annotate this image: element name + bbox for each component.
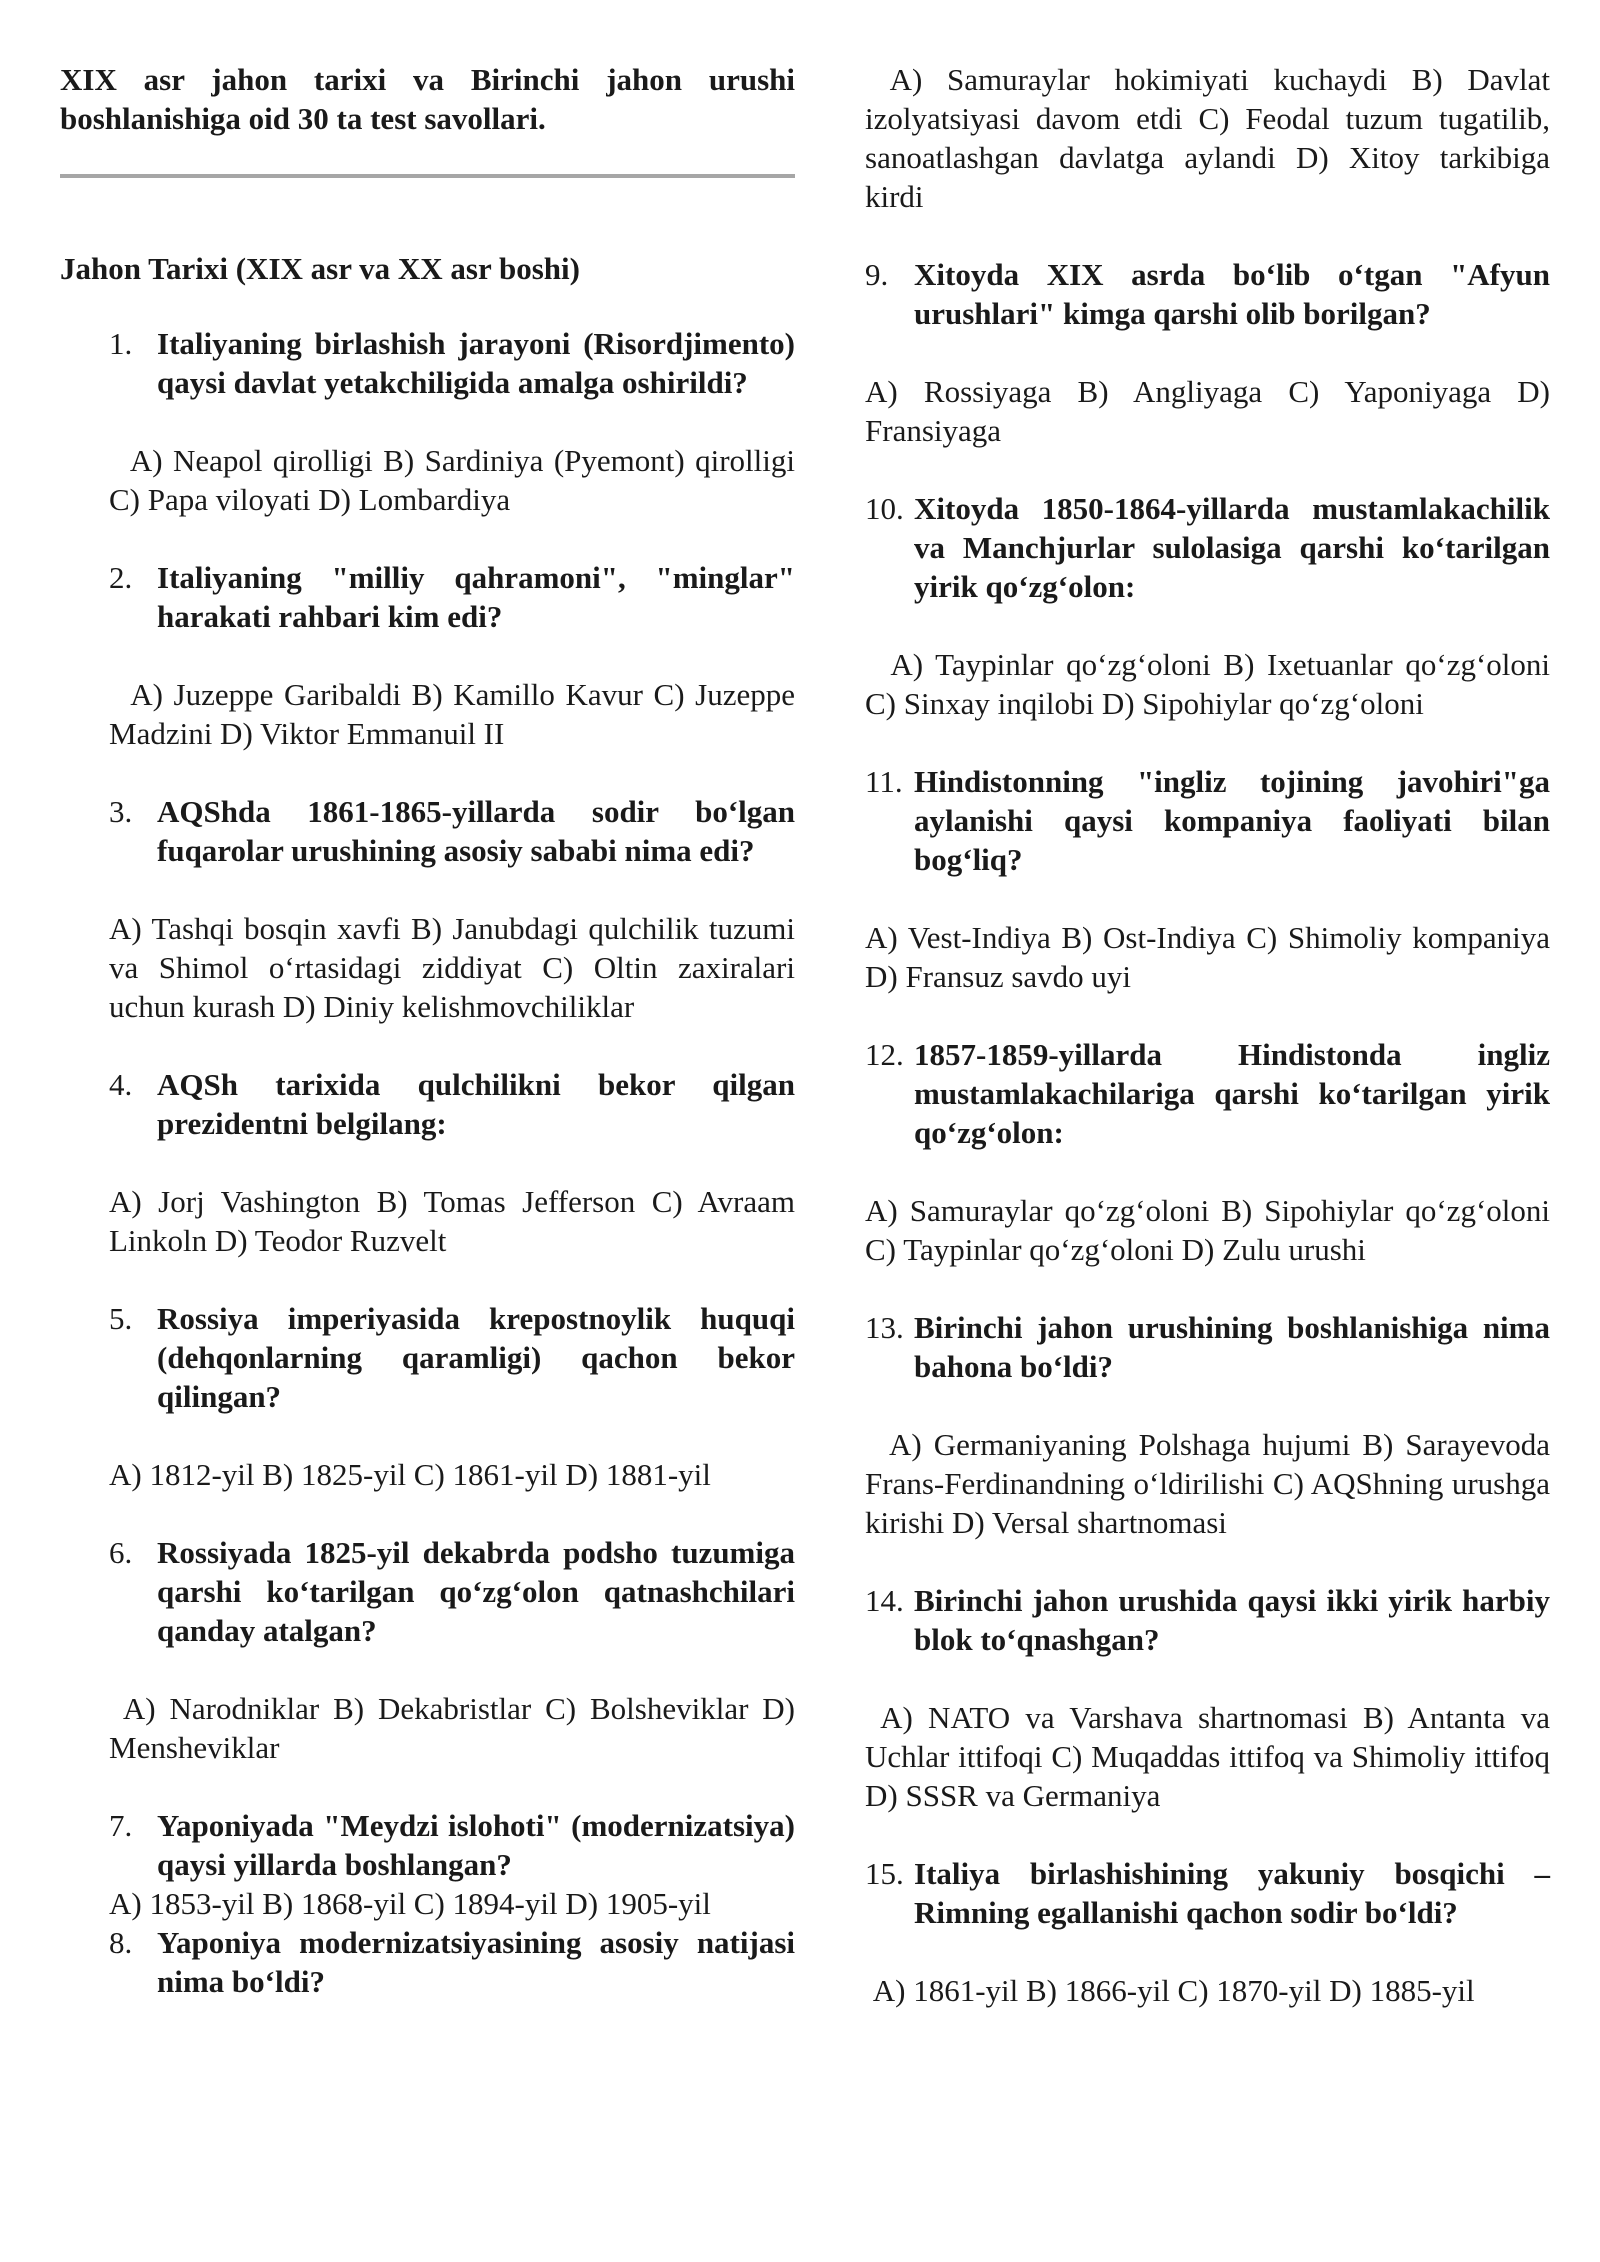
question-text: AQShda 1861-1865-yillarda sodir bo‘lgan fuqarolar urushining asosiy sababi nima edi? xyxy=(157,794,795,868)
question-5 xyxy=(60,1299,795,1416)
question-text: Yaponiya modernizatsiyasining asosiy natijasi nima bo‘ldi? xyxy=(157,1925,795,1999)
question-text: Italiya birlashishining yakuniy bosqichi – Rimning egallanishi qachon sodir bo‘ldi? xyxy=(914,1856,1550,1930)
right-column xyxy=(865,60,1550,2010)
question-number: 11. xyxy=(865,764,903,799)
question-7 xyxy=(60,1806,795,1884)
question-1 xyxy=(60,324,795,402)
question-text: Rossiyada 1825-yil dekabrda podsho tuzumiga qarshi ko‘tarilgan qo‘zg‘olon qatnashchilari qanday atalgan? xyxy=(157,1535,795,1648)
question-10 xyxy=(865,489,1550,606)
question-number: 9. xyxy=(865,257,889,292)
question-14-options: A) NATO va Varshava shartnomasi B) Antanta va Uchlar ittifoqi C) Muqaddas ittifoq va Shimoliy ittifoq D) SSSR va Germaniya xyxy=(865,1700,1550,1813)
question-number: 2. xyxy=(109,560,133,595)
question-15 xyxy=(865,1854,1550,1932)
question-8-options: A) Samuraylar hokimiyati kuchaydi B) Davlat izolyatsiyasi davom etdi C) Feodal tuzum tugatilib, sanoatlashgan davlatga aylandi D) Xitoy tarkibiga kirdi xyxy=(865,62,1550,214)
question-number: 3. xyxy=(109,794,133,829)
question-12 xyxy=(865,1035,1550,1152)
question-number: 8. xyxy=(109,1925,133,1960)
question-number: 13. xyxy=(865,1310,904,1345)
question-12-options: A) Samuraylar qo‘zg‘oloni B) Sipohiylar qo‘zg‘oloni C) Taypinlar qo‘zg‘oloni D) Zulu urushi xyxy=(865,1193,1550,1267)
question-9-options: A) Rossiyaga B) Angliyaga C) Yaponiyaga D) Fransiyaga xyxy=(865,374,1550,448)
question-text: Rossiya imperiyasida krepostnoylik huquqi (dehqonlarning qaramligi) qachon bekor qilingan? xyxy=(157,1301,795,1414)
question-number: 12. xyxy=(865,1037,904,1072)
question-2-options: A) Juzeppe Garibaldi B) Kamillo Kavur C) Juzeppe Madzini D) Viktor Emmanuil II xyxy=(109,677,795,751)
question-number: 5. xyxy=(109,1301,133,1336)
question-text: Xitoyda 1850-1864-yillarda mustamlakachilik va Manchjurlar sulolasiga qarshi ko‘tarilgan yirik qo‘zg‘olon: xyxy=(914,491,1550,604)
question-number: 7. xyxy=(109,1808,133,1843)
question-4 xyxy=(60,1065,795,1143)
question-14 xyxy=(865,1581,1550,1659)
question-2 xyxy=(60,558,795,636)
question-number: 4. xyxy=(109,1067,133,1102)
title-divider xyxy=(60,174,795,178)
question-number: 6. xyxy=(109,1535,133,1570)
question-10-options: A) Taypinlar qo‘zg‘oloni B) Ixetuanlar qo‘zg‘oloni C) Sinxay inqilobi D) Sipohiylar qo‘zg‘oloni xyxy=(865,647,1550,721)
question-9 xyxy=(865,255,1550,333)
question-text: Yaponiyada "Meydzi islohoti" (modernizatsiya) qaysi yillarda boshlangan? xyxy=(157,1808,795,1882)
question-8 xyxy=(60,1923,795,2001)
question-6-options: A) Narodniklar B) Dekabristlar C) Bolsheviklar D) Mensheviklar xyxy=(109,1691,795,1765)
question-text: Birinchi jahon urushining boshlanishiga nima bahona bo‘ldi? xyxy=(914,1310,1550,1384)
question-13-options: A) Germaniyaning Polshaga hujumi B) Sarayevoda Frans-Ferdinandning o‘ldirilishi C) AQShning urushga kirishi D) Versal shartnomasi xyxy=(865,1427,1550,1540)
question-text: Birinchi jahon urushida qaysi ikki yirik harbiy blok to‘qnashgan? xyxy=(914,1583,1550,1657)
question-11-options: A) Vest-Indiya B) Ost-Indiya C) Shimoliy kompaniya D) Fransuz savdo uyi xyxy=(865,920,1550,994)
question-text: Hindistonning "ingliz tojining javohiri"ga aylanishi qaysi kompaniya faoliyati bilan bog‘liq? xyxy=(914,764,1550,877)
question-13 xyxy=(865,1308,1550,1386)
question-text: Italiyaning "milliy qahramoni", "minglar" harakati rahbari kim edi? xyxy=(157,560,795,634)
question-5-options: A) 1812-yil B) 1825-yil C) 1861-yil D) 1881-yil xyxy=(109,1457,711,1492)
question-3 xyxy=(60,792,795,870)
question-3-options: A) Tashqi bosqin xavfi B) Janubdagi qulchilik tuzumi va Shimol o‘rtasidagi ziddiyat C) Oltin zaxiralari uchun kurash D) Diniy kelishmovchiliklar xyxy=(109,911,795,1024)
document-title: XIX asr jahon tarixi va Birinchi jahon urushi boshlanishiga oid 30 ta test savollari. xyxy=(60,62,795,136)
question-4-options: A) Jorj Vashington B) Tomas Jefferson C) Avraam Linkoln D) Teodor Ruzvelt xyxy=(109,1184,795,1258)
question-15-options: A) 1861-yil B) 1866-yil C) 1870-yil D) 1885-yil xyxy=(865,1973,1475,2008)
question-number: 14. xyxy=(865,1583,904,1618)
section-heading: Jahon Tarixi (XIX asr va XX asr boshi) xyxy=(60,251,580,286)
question-11 xyxy=(865,762,1550,879)
question-number: 10. xyxy=(865,491,904,526)
left-column xyxy=(60,60,795,2001)
question-text: 1857-1859-yillarda Hindistonda ingliz mustamlakachilariga qarshi ko‘tarilgan yirik qo‘zg‘olon: xyxy=(914,1037,1550,1150)
question-7-options: A) 1853-yil B) 1868-yil C) 1894-yil D) 1905-yil xyxy=(109,1886,711,1921)
question-text: Italiyaning birlashish jarayoni (Risordjimento) qaysi davlat yetakchiligida amalga oshirildi? xyxy=(157,326,795,400)
question-1-options: A) Neapol qirolligi B) Sardiniya (Pyemont) qirolligi C) Papa viloyati D) Lombardiya xyxy=(109,443,795,517)
question-number: 15. xyxy=(865,1856,904,1891)
question-text: AQSh tarixida qulchilikni bekor qilgan prezidentni belgilang: xyxy=(157,1067,795,1141)
question-text: Xitoyda XIX asrda bo‘lib o‘tgan "Afyun urushlari" kimga qarshi olib borilgan? xyxy=(914,257,1550,331)
question-number: 1. xyxy=(109,326,133,361)
question-6 xyxy=(60,1533,795,1650)
